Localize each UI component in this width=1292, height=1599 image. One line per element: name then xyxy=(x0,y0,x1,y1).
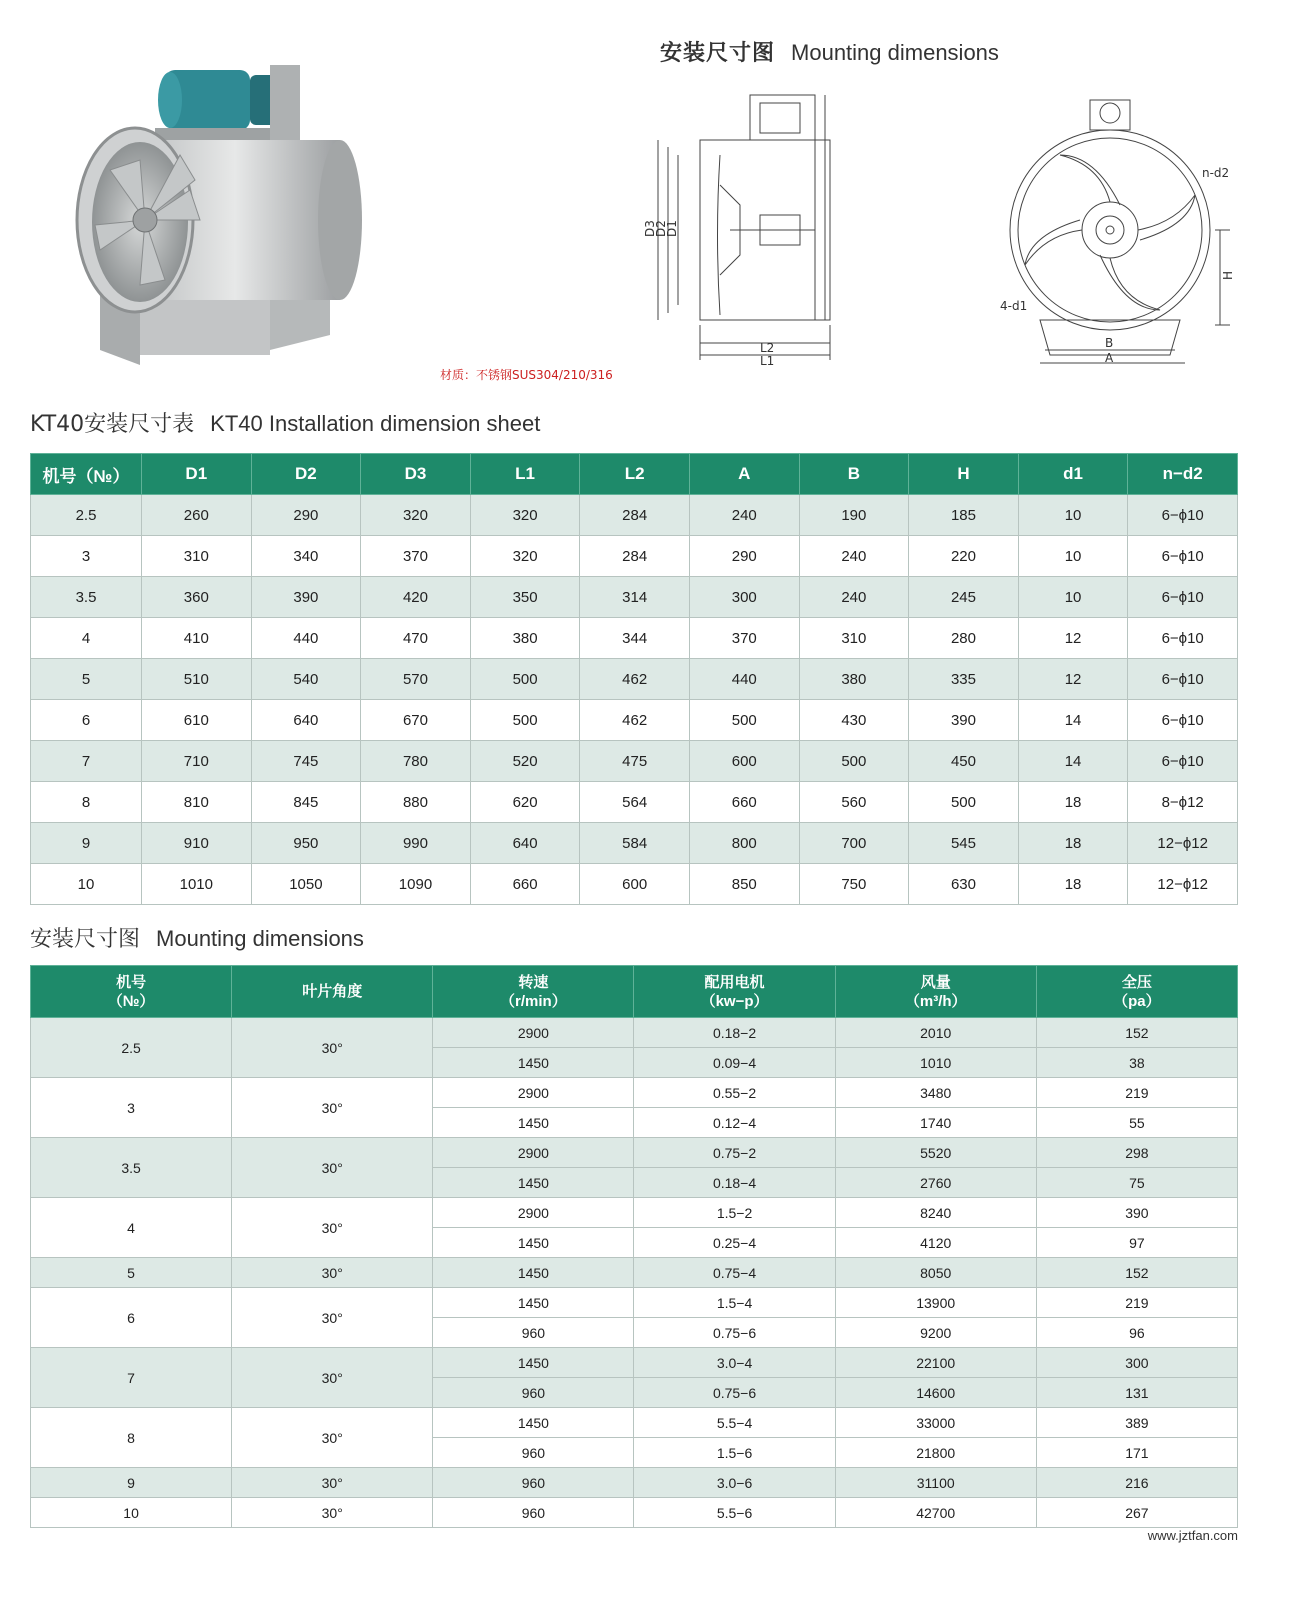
mounting-title-en: Mounting dimensions xyxy=(791,40,999,65)
table-cell: 370 xyxy=(689,618,799,659)
column-header xyxy=(31,966,232,1018)
table-row xyxy=(31,1258,1238,1288)
table-cell: 5.5−6 xyxy=(634,1498,835,1528)
table-row xyxy=(31,782,1238,823)
table-cell: 1450 xyxy=(433,1408,634,1438)
angle-cell: 30° xyxy=(232,1348,433,1408)
table-cell: 1450 xyxy=(433,1348,634,1378)
table-cell: 320 xyxy=(470,536,580,577)
material-note: 材质：不锈钢SUS304/210/316 xyxy=(440,368,613,382)
table-cell: 960 xyxy=(433,1438,634,1468)
table-cell: 260 xyxy=(142,495,252,536)
angle-cell: 30° xyxy=(232,1288,433,1348)
table-cell: 810 xyxy=(142,782,252,823)
model-cell: 10 xyxy=(31,1498,232,1528)
model-cell: 3.5 xyxy=(31,1138,232,1198)
label-4d1: 4-d1 xyxy=(1000,299,1028,313)
table-cell: 0.18−4 xyxy=(634,1168,835,1198)
table-cell: 545 xyxy=(909,823,1019,864)
angle-cell: 30° xyxy=(232,1408,433,1468)
side-view-drawing xyxy=(640,85,850,375)
table-cell: 9200 xyxy=(835,1318,1036,1348)
table-cell: 2900 xyxy=(433,1198,634,1228)
table-cell: 800 xyxy=(689,823,799,864)
table-row xyxy=(31,577,1238,618)
dimension-table xyxy=(30,453,1238,905)
table-cell: 1050 xyxy=(251,864,361,905)
table-cell: 13900 xyxy=(835,1288,1036,1318)
label-a: A xyxy=(1105,351,1114,365)
table-cell: 584 xyxy=(580,823,690,864)
angle-cell: 30° xyxy=(232,1198,433,1258)
table-cell: 300 xyxy=(1036,1348,1237,1378)
table-cell: 960 xyxy=(433,1498,634,1528)
mounting-title xyxy=(660,36,999,67)
table-cell: 960 xyxy=(433,1378,634,1408)
column-header xyxy=(835,966,1036,1018)
table-cell: 1450 xyxy=(433,1228,634,1258)
table-cell: 1010 xyxy=(142,864,252,905)
table-cell: 240 xyxy=(799,536,909,577)
label-l1: L1 xyxy=(760,354,775,368)
model-cell: 9 xyxy=(31,1468,232,1498)
table-cell: 21800 xyxy=(835,1438,1036,1468)
label-l2: L2 xyxy=(760,341,775,355)
table-cell: 950 xyxy=(251,823,361,864)
table-cell: 14600 xyxy=(835,1378,1036,1408)
column-header: 机号（№） xyxy=(31,454,142,495)
table-cell: 8−ϕ12 xyxy=(1128,782,1238,823)
table-cell: 350 xyxy=(470,577,580,618)
table-cell: 660 xyxy=(470,864,580,905)
table-cell: 75 xyxy=(1036,1168,1237,1198)
column-header-label: 配用电机 xyxy=(704,973,765,991)
performance-title-zh: 安装尺寸图 xyxy=(30,927,141,952)
table-cell: 3.0−4 xyxy=(634,1348,835,1378)
table-row xyxy=(31,1408,1238,1438)
table-cell: 55 xyxy=(1036,1108,1237,1138)
table-cell: 10 xyxy=(1018,577,1128,618)
column-header xyxy=(232,966,433,1018)
table-cell: 910 xyxy=(142,823,252,864)
table-cell: 3.5 xyxy=(31,577,142,618)
table-cell: 12 xyxy=(1018,618,1128,659)
table-cell: 640 xyxy=(251,700,361,741)
table-cell: 8 xyxy=(31,782,142,823)
table-row xyxy=(31,495,1238,536)
table-row xyxy=(31,1468,1238,1498)
table-cell: 216 xyxy=(1036,1468,1237,1498)
table-cell: 320 xyxy=(361,495,471,536)
column-header-label: 叶片角度 xyxy=(302,983,363,1000)
column-header: L1 xyxy=(470,454,580,495)
table-cell: 6−ϕ10 xyxy=(1128,659,1238,700)
sheet-title-en: KT40 Installation dimension sheet xyxy=(210,411,541,436)
column-header xyxy=(1036,966,1237,1018)
table-cell: 42700 xyxy=(835,1498,1036,1528)
table-cell: 4 xyxy=(31,618,142,659)
table-cell: 1740 xyxy=(835,1108,1036,1138)
column-header xyxy=(433,966,634,1018)
label-nd2: n-d2 xyxy=(1202,166,1230,180)
column-header: L2 xyxy=(580,454,690,495)
table-row xyxy=(31,1018,1238,1048)
table-cell: 845 xyxy=(251,782,361,823)
column-header xyxy=(634,966,835,1018)
table-cell: 18 xyxy=(1018,782,1128,823)
table-row xyxy=(31,1348,1238,1378)
table-cell: 0.75−6 xyxy=(634,1318,835,1348)
column-header-unit: （kw−p） xyxy=(700,992,769,1010)
table-cell: 190 xyxy=(799,495,909,536)
table-cell: 131 xyxy=(1036,1378,1237,1408)
table-cell: 360 xyxy=(142,577,252,618)
table-cell: 245 xyxy=(909,577,1019,618)
table-cell: 990 xyxy=(361,823,471,864)
table-cell: 500 xyxy=(799,741,909,782)
column-header-label: 全压 xyxy=(1121,973,1152,991)
label-d3: D3 xyxy=(643,220,657,237)
table-cell: 320 xyxy=(470,495,580,536)
table-cell: 389 xyxy=(1036,1408,1237,1438)
table-cell: 960 xyxy=(433,1318,634,1348)
table-cell: 6−ϕ10 xyxy=(1128,700,1238,741)
table-cell: 420 xyxy=(361,577,471,618)
table-row xyxy=(31,1498,1238,1528)
table-cell: 310 xyxy=(142,536,252,577)
table-cell: 1450 xyxy=(433,1288,634,1318)
table-cell: 14 xyxy=(1018,741,1128,782)
table-cell: 5 xyxy=(31,659,142,700)
table-row xyxy=(31,618,1238,659)
table-row xyxy=(31,1078,1238,1108)
front-view-drawing xyxy=(990,85,1260,375)
table-cell: 3.0−6 xyxy=(634,1468,835,1498)
table-cell: 10 xyxy=(1018,536,1128,577)
table-cell: 7 xyxy=(31,741,142,782)
table-cell: 745 xyxy=(251,741,361,782)
table-cell: 3 xyxy=(31,536,142,577)
table-row xyxy=(31,536,1238,577)
table-cell: 1.5−4 xyxy=(634,1288,835,1318)
table-cell: 1450 xyxy=(433,1258,634,1288)
angle-cell: 30° xyxy=(232,1018,433,1078)
table-cell: 9 xyxy=(31,823,142,864)
performance-title xyxy=(30,922,364,953)
table-cell: 340 xyxy=(251,536,361,577)
column-header-unit: （№） xyxy=(107,992,155,1010)
table-cell: 500 xyxy=(470,659,580,700)
table-cell: 0.75−4 xyxy=(634,1258,835,1288)
label-b: B xyxy=(1105,336,1114,350)
table-cell: 2900 xyxy=(433,1078,634,1108)
table-cell: 2760 xyxy=(835,1168,1036,1198)
table-cell: 0.75−2 xyxy=(634,1138,835,1168)
model-cell: 4 xyxy=(31,1198,232,1258)
column-header-label: 风量 xyxy=(920,973,951,991)
model-cell: 5 xyxy=(31,1258,232,1288)
table-cell: 960 xyxy=(433,1468,634,1498)
column-header: H xyxy=(909,454,1019,495)
table-cell: 1.5−2 xyxy=(634,1198,835,1228)
table-cell: 280 xyxy=(909,618,1019,659)
table-cell: 780 xyxy=(361,741,471,782)
table-cell: 18 xyxy=(1018,823,1128,864)
table-cell: 185 xyxy=(909,495,1019,536)
table-cell: 670 xyxy=(361,700,471,741)
sheet-title-zh: KT40安装尺寸表 xyxy=(30,412,195,437)
table-cell: 97 xyxy=(1036,1228,1237,1258)
table-cell: 3480 xyxy=(835,1078,1036,1108)
table-cell: 462 xyxy=(580,659,690,700)
table-cell: 1450 xyxy=(433,1108,634,1138)
table-cell: 630 xyxy=(909,864,1019,905)
table-row xyxy=(31,659,1238,700)
website-url: www.jztfan.com xyxy=(1147,1528,1238,1543)
dimension-table-header xyxy=(31,454,1238,495)
table-row xyxy=(31,823,1238,864)
table-cell: 298 xyxy=(1036,1138,1237,1168)
table-cell: 290 xyxy=(689,536,799,577)
label-d1: D1 xyxy=(665,220,679,237)
table-cell: 240 xyxy=(799,577,909,618)
table-cell: 600 xyxy=(689,741,799,782)
table-cell: 2010 xyxy=(835,1018,1036,1048)
table-cell: 0.09−4 xyxy=(634,1048,835,1078)
mounting-title-zh: 安装尺寸图 xyxy=(660,41,776,66)
column-header: A xyxy=(689,454,799,495)
table-cell: 600 xyxy=(580,864,690,905)
table-cell: 152 xyxy=(1036,1258,1237,1288)
table-cell: 22100 xyxy=(835,1348,1036,1378)
table-cell: 2.5 xyxy=(31,495,142,536)
angle-cell: 30° xyxy=(232,1078,433,1138)
table-cell: 620 xyxy=(470,782,580,823)
table-cell: 520 xyxy=(470,741,580,782)
table-cell: 750 xyxy=(799,864,909,905)
table-cell: 38 xyxy=(1036,1048,1237,1078)
table-cell: 12−ϕ12 xyxy=(1128,864,1238,905)
table-cell: 96 xyxy=(1036,1318,1237,1348)
table-cell: 284 xyxy=(580,495,690,536)
table-cell: 390 xyxy=(1036,1198,1237,1228)
column-header: B xyxy=(799,454,909,495)
table-cell: 560 xyxy=(799,782,909,823)
table-cell: 5520 xyxy=(835,1138,1036,1168)
table-cell: 1010 xyxy=(835,1048,1036,1078)
table-cell: 500 xyxy=(470,700,580,741)
table-cell: 660 xyxy=(689,782,799,823)
table-cell: 300 xyxy=(689,577,799,618)
table-cell: 1450 xyxy=(433,1168,634,1198)
table-cell: 700 xyxy=(799,823,909,864)
table-cell: 475 xyxy=(580,741,690,782)
table-row xyxy=(31,1138,1238,1168)
table-cell: 440 xyxy=(689,659,799,700)
table-cell: 12 xyxy=(1018,659,1128,700)
table-cell: 1.5−6 xyxy=(634,1438,835,1468)
column-header: n−d2 xyxy=(1128,454,1238,495)
table-cell: 6−ϕ10 xyxy=(1128,741,1238,782)
table-cell: 2900 xyxy=(433,1018,634,1048)
table-cell: 640 xyxy=(470,823,580,864)
table-cell: 335 xyxy=(909,659,1019,700)
table-cell: 850 xyxy=(689,864,799,905)
table-cell: 390 xyxy=(251,577,361,618)
table-cell: 240 xyxy=(689,495,799,536)
table-row xyxy=(31,1288,1238,1318)
table-cell: 0.55−2 xyxy=(634,1078,835,1108)
table-cell: 31100 xyxy=(835,1468,1036,1498)
table-cell: 4120 xyxy=(835,1228,1036,1258)
table-cell: 410 xyxy=(142,618,252,659)
table-cell: 290 xyxy=(251,495,361,536)
table-cell: 6−ϕ10 xyxy=(1128,495,1238,536)
table-cell: 6−ϕ10 xyxy=(1128,577,1238,618)
table-cell: 390 xyxy=(909,700,1019,741)
column-header-unit: （r/min） xyxy=(500,992,567,1010)
model-cell: 7 xyxy=(31,1348,232,1408)
table-row xyxy=(31,1198,1238,1228)
table-cell: 610 xyxy=(142,700,252,741)
table-cell: 219 xyxy=(1036,1078,1237,1108)
table-cell: 6−ϕ10 xyxy=(1128,536,1238,577)
table-cell: 0.75−6 xyxy=(634,1378,835,1408)
sheet-title xyxy=(30,407,540,438)
model-cell: 3 xyxy=(31,1078,232,1138)
table-cell: 450 xyxy=(909,741,1019,782)
table-cell: 6 xyxy=(31,700,142,741)
column-header-label: 机号 xyxy=(116,973,147,991)
model-cell: 6 xyxy=(31,1288,232,1348)
table-cell: 0.12−4 xyxy=(634,1108,835,1138)
table-cell: 152 xyxy=(1036,1018,1237,1048)
table-cell: 430 xyxy=(799,700,909,741)
table-cell: 380 xyxy=(470,618,580,659)
column-header: d1 xyxy=(1018,454,1128,495)
table-cell: 344 xyxy=(580,618,690,659)
table-cell: 284 xyxy=(580,536,690,577)
angle-cell: 30° xyxy=(232,1258,433,1288)
table-cell: 540 xyxy=(251,659,361,700)
column-header-label: 转速 xyxy=(518,973,549,991)
table-cell: 380 xyxy=(799,659,909,700)
table-cell: 10 xyxy=(31,864,142,905)
table-cell: 5.5−4 xyxy=(634,1408,835,1438)
table-cell: 710 xyxy=(142,741,252,782)
table-cell: 314 xyxy=(580,577,690,618)
angle-cell: 30° xyxy=(232,1138,433,1198)
table-cell: 564 xyxy=(580,782,690,823)
angle-cell: 30° xyxy=(232,1498,433,1528)
angle-cell: 30° xyxy=(232,1468,433,1498)
table-cell: 470 xyxy=(361,618,471,659)
table-cell: 14 xyxy=(1018,700,1128,741)
table-cell: 220 xyxy=(909,536,1019,577)
column-header: D2 xyxy=(251,454,361,495)
label-d2: D2 xyxy=(654,220,668,237)
table-row xyxy=(31,864,1238,905)
table-cell: 219 xyxy=(1036,1288,1237,1318)
table-cell: 570 xyxy=(361,659,471,700)
column-header: D3 xyxy=(361,454,471,495)
table-cell: 880 xyxy=(361,782,471,823)
fan-product-photo xyxy=(70,50,380,380)
table-cell: 33000 xyxy=(835,1408,1036,1438)
table-cell: 0.18−2 xyxy=(634,1018,835,1048)
table-cell: 267 xyxy=(1036,1498,1237,1528)
table-cell: 500 xyxy=(689,700,799,741)
table-cell: 6−ϕ10 xyxy=(1128,618,1238,659)
table-cell: 370 xyxy=(361,536,471,577)
table-cell: 8240 xyxy=(835,1198,1036,1228)
table-cell: 2900 xyxy=(433,1138,634,1168)
column-header-unit: （m³/h） xyxy=(904,992,967,1010)
column-header-unit: （pa） xyxy=(1113,992,1161,1010)
table-cell: 462 xyxy=(580,700,690,741)
table-cell: 1450 xyxy=(433,1048,634,1078)
label-h: H xyxy=(1221,270,1235,280)
model-cell: 8 xyxy=(31,1408,232,1468)
table-cell: 510 xyxy=(142,659,252,700)
table-cell: 10 xyxy=(1018,495,1128,536)
model-cell: 2.5 xyxy=(31,1018,232,1078)
table-cell: 310 xyxy=(799,618,909,659)
table-cell: 8050 xyxy=(835,1258,1036,1288)
column-header: D1 xyxy=(142,454,252,495)
performance-title-en: Mounting dimensions xyxy=(156,926,364,951)
table-cell: 500 xyxy=(909,782,1019,823)
table-cell: 440 xyxy=(251,618,361,659)
performance-table xyxy=(30,965,1238,1528)
table-cell: 12−ϕ12 xyxy=(1128,823,1238,864)
table-row xyxy=(31,741,1238,782)
table-cell: 1090 xyxy=(361,864,471,905)
table-cell: 171 xyxy=(1036,1438,1237,1468)
table-cell: 0.25−4 xyxy=(634,1228,835,1258)
table-row xyxy=(31,700,1238,741)
performance-table-header xyxy=(31,966,1238,1018)
table-cell: 18 xyxy=(1018,864,1128,905)
